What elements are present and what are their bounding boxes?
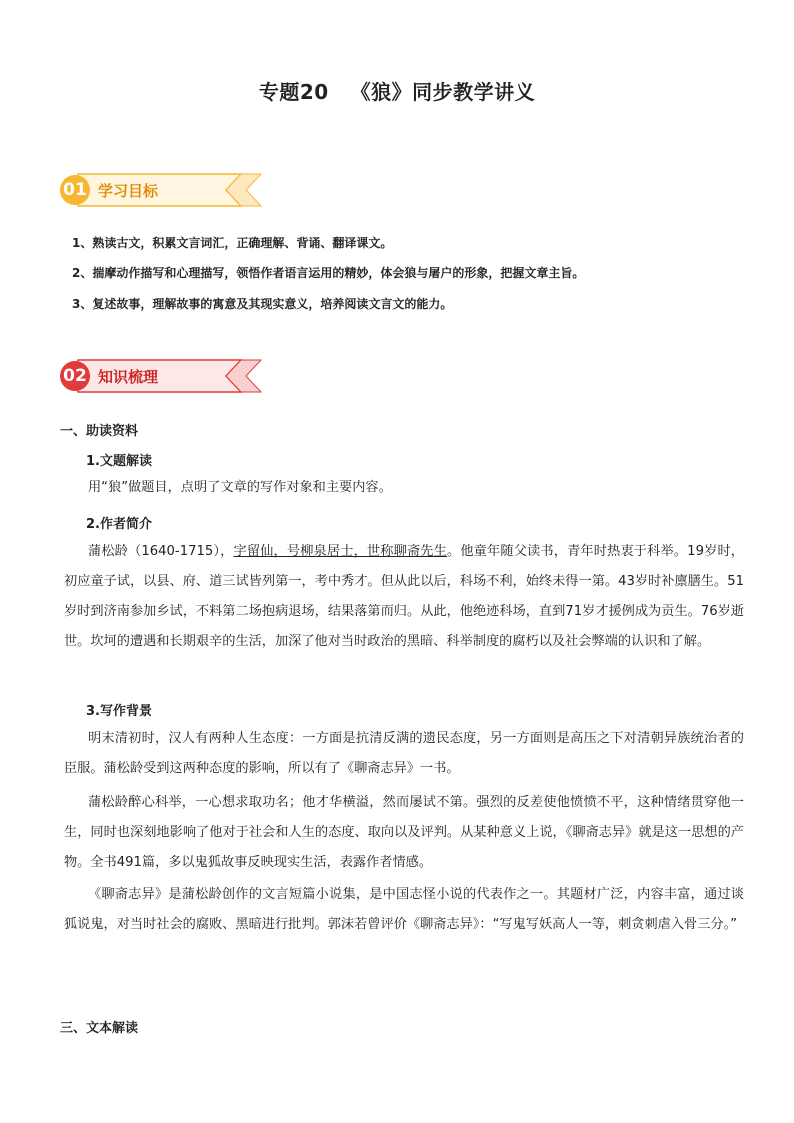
objective-item: 3、复述故事，理解故事的寓意及其现实意义，培养阅读文言文的能力。	[72, 297, 453, 311]
sub-heading: 2.作者简介	[86, 517, 152, 532]
title-text: 《狼》同步教学讲义	[350, 80, 536, 104]
author-paragraph	[64, 537, 744, 657]
author-names: 字留仙，号柳泉居士，世称聊斋先生	[233, 544, 447, 559]
sub-heading: 1.文题解读	[86, 454, 152, 469]
paragraph: 用“狼”做题目，点明了文章的写作对象和主要内容。	[88, 480, 392, 495]
author-lead: 蒲松龄（1640-1715），	[88, 544, 234, 559]
objective-item: 1、熟读古文，积累文言词汇，正确理解、背诵、翻译课文。	[72, 236, 393, 250]
section-number-badge: 02	[60, 361, 90, 391]
part-heading: 三、文本解读	[60, 1021, 139, 1036]
page-title	[0, 76, 794, 105]
paragraph: 《聊斋志异》是蒲松龄创作的文言短篇小说集，是中国志怪小说的代表作之一。其题材广泛，内容丰富，通过谈狐说鬼，对当时社会的腐败、黑暗进行批判。郭沫若曾评价《聊斋志异》：“写鬼写妖高人一等，刺贪刺虐入骨三分。”	[64, 887, 744, 932]
paragraph: 明末清初时，汉人有两种人生态度：一方面是抗清反满的遗民态度，另一方面则是高压之下对清朝异族统治者的臣服。蒲松龄受到这两种态度的影响，所以有了《聊斋志异》一书。	[64, 731, 744, 776]
section-number-badge: 01	[60, 175, 90, 205]
author-rest: 。他童年随父读书，青年时热衷于科举。19岁时，初应童子试，以县、府、道三试皆列第一，考中秀才。但从此以后，科场不利，始终未得一第。43岁时补廪膳生。51岁时到济南参加乡试，不料第二场抱病退场，结果落第而归。从此，他绝迹科场，直到71岁才援例成为贡生。76岁逝世。坎坷的遭遇和长期艰辛的生活，加深了他对当时政治的黑暗、科举制度的腐朽以及社会弊端的认识和了解。	[64, 544, 744, 649]
paragraph: 蒲松龄醉心科举，一心想求取功名；他才华横溢，然而屡试不第。强烈的反差使他愤愤不平，这种情绪贯穿他一生，同时也深刻地影响了他对于社会和人生的态度、取向以及评判。从某种意义上说，《聊斋志异》就是这一思想的产物。全书491篇，多以鬼狐故事反映现实生活，表露作者情感。	[64, 795, 744, 870]
title-number: 专题20	[258, 80, 329, 104]
section-title: 知识梳理	[98, 368, 159, 386]
part-heading: 一、助读资料	[60, 424, 139, 439]
objective-item: 2、揣摩动作描写和心理描写，领悟作者语言运用的精妙，体会狼与屠户的形象，把握文章主旨。	[72, 266, 585, 280]
sub-heading: 3.写作背景	[86, 704, 152, 719]
section-title: 学习目标	[98, 182, 159, 200]
